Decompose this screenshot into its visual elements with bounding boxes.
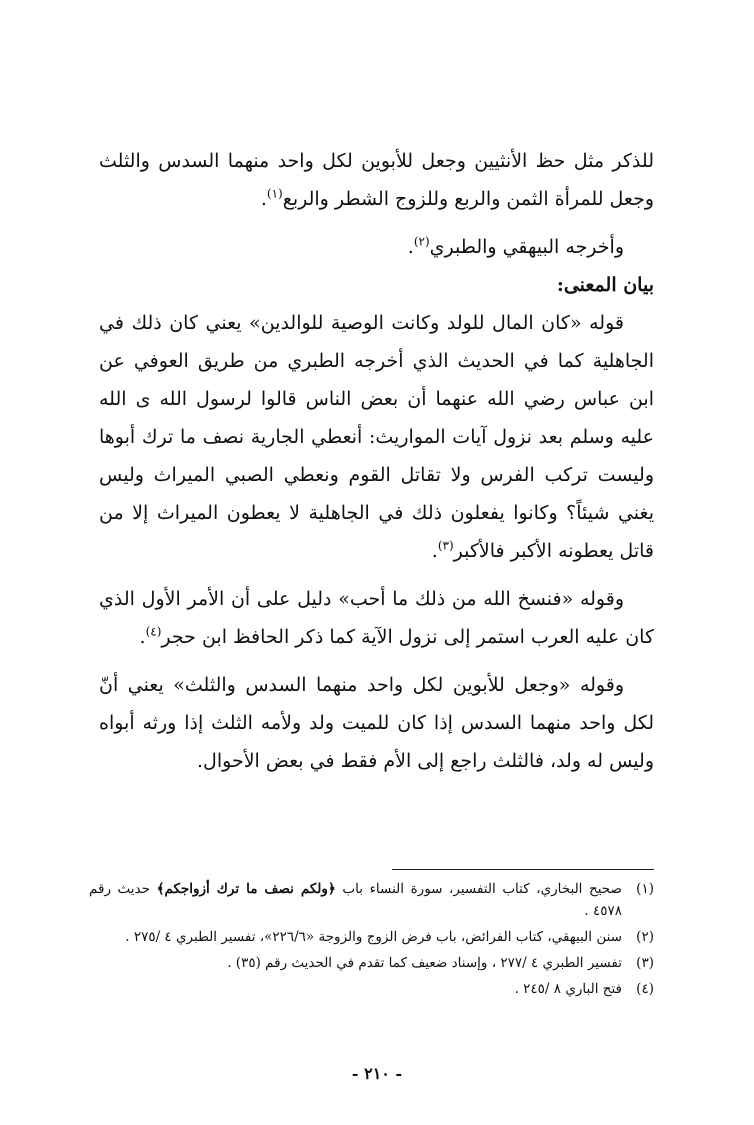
footnote-1-tail: حديث رقم ٤٥٧٨ . [89, 881, 622, 919]
paragraph-1 [99, 142, 654, 218]
section-heading: بيان المعنى: [556, 274, 654, 296]
footnote-number: (٣) [636, 955, 654, 971]
paragraph-2-text: وأخرجه البيهقي والطبري [429, 236, 624, 258]
footnote-1-text: صحيح البخاري، كتاب التفسير، سورة النساء باب [342, 881, 622, 897]
footnote-ref-1: (١) [266, 186, 283, 201]
footnote-text: فتح الباري ٨ /٢٤٥ . [514, 981, 622, 997]
page-number: - ٢١٠ - [351, 1064, 403, 1083]
footnote-1-verse: ﴿ولكم نصف ما ترك أزواجكم﴾ [156, 881, 336, 897]
paragraph-1-text: للذكر مثل حظ الأنثيين وجعل للأبوين لكل واحد منهما السدس والثلث وجعل للمرأة الثمن والربع وللزوج الشطر والربع [99, 150, 654, 210]
footnote-number: (٤) [636, 981, 654, 997]
paragraph-3-text: قوله «كان المال للولد وكانت الوصية للوالدين» يعني كان ذلك في الجاهلية كما في الحديث الذي أخرجه الطبري من طريق العوفي عن ابن عباس رضي الله عنهما أن بعض الناس قالوا لرسول الله ى الله عليه وسلم بعد نزول آيات المواريث: أنعطي الجارية نصف ما ترك أبوها وليست تركب الفرس ولا تقاتل القوم ونعطي الصبي الميراث وليس يغني شيئاً؟ وكانوا يفعلون ذلك في الجاهلية لا يعطون الميراث إلا من قاتل يعطونه الأكبر فالأكبر [99, 312, 654, 562]
footnote [89, 952, 654, 974]
footnote-text: تفسير الطبري ٤ /٢٧٧ ، وإسناد ضعيف كما تقدم في الحديث رقم (٣٥) . [227, 955, 622, 971]
footnote [89, 878, 654, 922]
footnote-number: (١) [636, 881, 654, 897]
paragraph-2-end: . [407, 236, 414, 258]
footnote [89, 926, 654, 948]
footnote-separator [392, 869, 654, 870]
paragraph-2 [99, 228, 654, 266]
paragraph-3 [99, 304, 654, 570]
paragraph-5: وقوله «وجعل للأبوين لكل واحد منهما السدس والثلث» يعني أنّ لكل واحد منهما السدس إذا كان للميت ولد ولأمه الثلث إذا ورثه أبواه وليس له ولد، فالثلث راجع إلى الأم فقط في بعض الأحوال. [99, 674, 654, 772]
paragraph-4-end: . [139, 626, 146, 648]
paragraph-4 [99, 580, 654, 656]
footnote-ref-2: (٢) [413, 234, 430, 249]
footnote-text: سنن البيهقي، كتاب الفرائض، باب فرض الزوج والزوجة «٢٢٦/٦»، تفسير الطبري ٤ /٢٧٥ . [125, 929, 622, 945]
paragraph-4-text: وقوله «فنسخ الله من ذلك ما أحب» دليل على أن الأمر الأول الذي كان عليه العرب استمر إلى نزول الآية كما ذكر الحافظ ابن حجر [99, 588, 654, 648]
footnotes [89, 878, 654, 1004]
footnote-text [89, 878, 622, 922]
footnote-number: (٢) [636, 929, 654, 945]
paragraph-3-end: . [431, 540, 438, 562]
paragraph-1-end: . [260, 188, 267, 210]
main-text [99, 142, 654, 780]
footnote-ref-3: (٣) [437, 538, 454, 553]
footnote-ref-4: (٤) [145, 624, 162, 639]
footnote [89, 978, 654, 1000]
